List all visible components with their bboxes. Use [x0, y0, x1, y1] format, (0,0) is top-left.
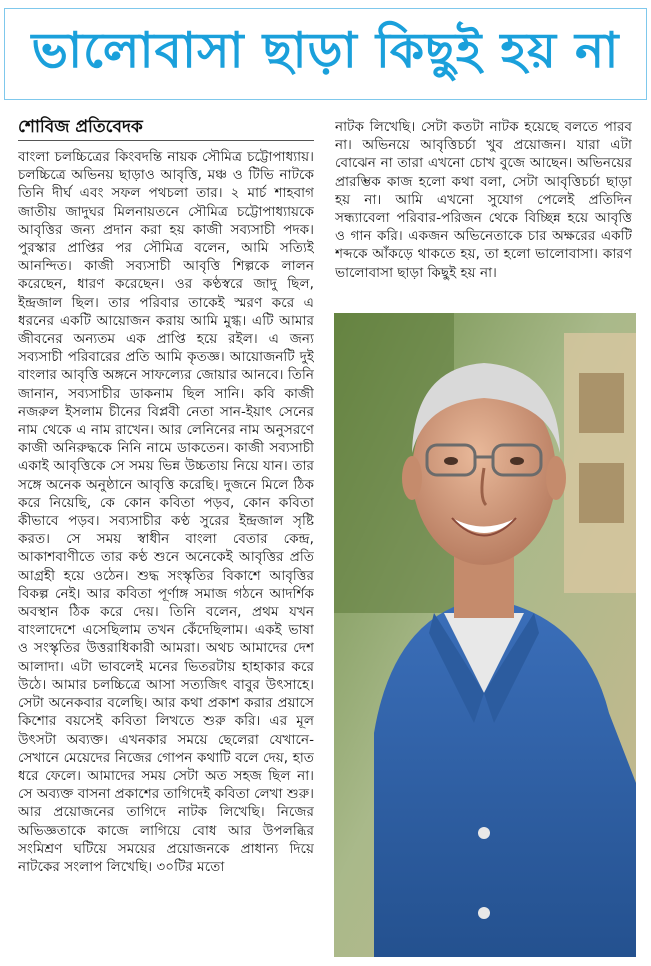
body-text-right: নাটক লিখেছি। সেটা কতটা নাটক হয়েছে বলতে পারব না। অভিনয়ে আবৃত্তিচর্চা খুব প্রয়োজন। যারা এটা বোঝেন না তারা এখনো চোখ বুজে আছেন। অভিনয়ের প্রারম্ভিক কাজ হলো কথা বলা, সেটা আবৃত্তিচর্চা ছাড়া হয় না। আমি এখনো সুযোগ পেলেই প্রতিদিন সন্ধ্যাবেলা পরিবার-পরিজন থেকে বিচ্ছিন্ন হয়ে আবৃত্তি ও গান করি। একজন অভিনেতাকে চার অক্ষরের একটি শব্দকে আঁকড়ে থাকতে হয়, তা হলো ভালোবাসা। কারণ ভালোবাসা ছাড়া কিছুই হয় না।	[335, 119, 632, 281]
body-column-left	[18, 148, 314, 960]
body-text-left: বাংলা চলচ্চিত্রের কিংবদন্তি নায়ক সৌমিত্র চট্টোপাধ্যায়। চলচ্চিত্রে অভিনয় ছাড়াও আবৃত্তি, মঞ্চ ও টিভি নাটকে তিনি দীর্ঘ এবং সফল পথচলা তার। ২ মার্চ শাহবাগ জাতীয় জাদুঘর মিলনায়তনে সৌমিত্র চট্টোপাধ্যায়কে আবৃত্তির জন্য প্রদান করা হয় কাজী সব্যসাচী পদক। পুরস্কার প্রাপ্তির পর সৌমিত্র বলেন, আমি সত্যিই আনন্দিত। কাজী সব্যসাচী আবৃত্তি শিল্পকে লালন করেছেন, ধারণ করেছেন। ওর কণ্ঠস্বরে জাদু ছিল, ইন্দ্রজাল ছিল। তার পরিবার তাকেই স্মরণ করে এ ধরনের একটি আয়োজন করায় আমি মুগ্ধ। এটি আমার জীবনের অন্যতম এক প্রাপ্তি হয়ে রইল। এ জন্য সব্যসাচী পরিবারের প্রতি আমি কৃতজ্ঞ। আয়োজনটি দুই বাংলার আবৃত্তি অঙ্গনে সাফল্যের জোয়ার আনবে। তিনি জানান, সব্যসাচীর ডাকনাম ছিল সানি। কবি কাজী নজরুল ইসলাম চীনের বিপ্লবী নেতা সান-ইয়াৎ সেনের নাম থেকে এ নাম রাখেন। আর লেনিনের নাম অনুসরণে কাজী অনিরুদ্ধকে নিনি নামে ডাকতেন। কাজী সব্যসাচী একাই আবৃত্তিকে সে সময় ভিন্ন উচ্চতায় নিয়ে যান। তার সঙ্গে অনেক অনুষ্ঠানে আবৃত্তি করেছি। দুজনে মিলে ঠিক করে নিয়েছি, কে কোন কবিতা পড়ব, কোন কবিতা কীভাবে পড়ব। সব্যসাচীর কণ্ঠ সুরের ইন্দ্রজাল সৃষ্টি করত। সে সময় স্বাধীন বাংলা বেতার কেন্দ্র, আকাশবাণীতে তার কণ্ঠ শুনে অনেকেই আবৃত্তির প্রতি আগ্রহী হয়ে ওঠেন। শুদ্ধ সংস্কৃতির বিকাশে আবৃত্তির বিকল্প নেই। আর কবিতা পূর্ণাঙ্গ সমাজ গঠনে আদর্শিক অবস্থান ঠিক করে দেয়। তিনি বলেন, প্রথম যখন বাংলাদেশে এসেছিলাম তখন কেঁদেছিলাম। একই ভাষা ও সংস্কৃতির উত্তরাধিকারী আমরা। অথচ আমাদের দেশ আলাদা। এটা ভাবলেই মনের ভিতরটায় হাহাকার করে উঠে। আমার চলচ্চিত্রে আসা সত্যজিৎ বাবুর উৎসাহে। সেটা অনেকবার বলেছি। আর কথা প্রকাশ করার প্রয়াসে কিশোর বয়সেই কবিতা লিখতে শুরু করি। এর মূল উৎসটা অব্যক্ত। এখনকার সময়ে ছেলেরা যেখানে-সেখানে মেয়েদের নিজের গোপন কথাটি বলে দেয়, হাত ধরে ফেলে। আমাদের সময় সেটা অত সহজ ছিল না। সে অব্যক্ত বাসনা প্রকাশের তাগিদেই কবিতা লেখা শুরু। আর প্রয়োজনের তাগিদে নাটক লিখেছি। নিজের অভিজ্ঞতাকে কাজে লাগিয়ে বোধ আর উপলব্ধির সংমিশ্রণ ঘটিয়ে সময়ের প্রয়োজনকে প্রাধান্য দিয়ে নাটকের সংলাপ লিখেছি। ৩০টির মতো	[18, 149, 314, 875]
portrait-photo	[334, 313, 636, 957]
portrait-photo-icon	[334, 313, 636, 957]
headline: ভালোবাসা ছাড়া কিছুই হয় না	[4, 8, 647, 100]
body-column-right	[335, 118, 632, 308]
byline: শোবিজ প্রতিবেদক	[18, 114, 314, 141]
